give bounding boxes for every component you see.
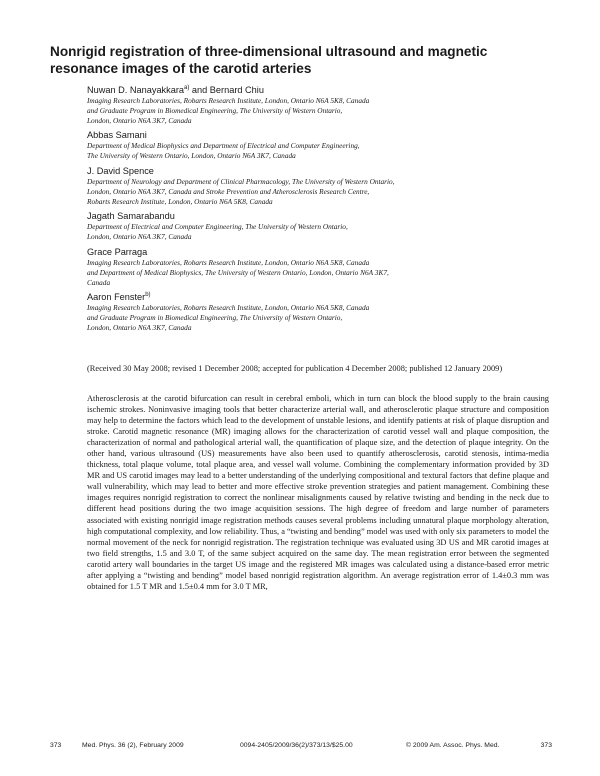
author-block — [87, 291, 557, 332]
affiliation-line: and Graduate Program in Biomedical Engineering, The University of Western Ontario, — [87, 105, 343, 115]
affiliation-line: London, Ontario N6A 3K7, Canada and Stroke Prevention and Atherosclerosis Research Centre, — [87, 186, 370, 196]
affiliation-line: London, Ontario N6A 3K7, Canada — [87, 322, 192, 332]
author-name: Jagath Samarabandu — [87, 211, 175, 222]
article-title: Nonrigid registration of three-dimensional ultrasound and magnetic resonance images of the carotid arteries — [50, 44, 488, 76]
affiliation-line: Imaging Research Laboratories, Robarts Research Institute, London, Ontario N6A 5K8, Canada — [87, 257, 370, 267]
affiliation-line: London, Ontario N6A 3K7, Canada — [87, 232, 192, 242]
author-list — [87, 84, 557, 337]
affiliation-line: The University of Western Ontario, London, Ontario N6A 3K7, Canada — [87, 151, 296, 161]
affiliation-line: and Department of Medical Biophysics, The University of Western Ontario, London, Ontario N6A 3K7, — [87, 267, 389, 277]
author-block — [87, 129, 557, 161]
author-name: Aaron Fenster$^{b)}$ — [87, 292, 151, 303]
affiliation-line: Department of Electrical and Computer Engineering, The University of Western Ontario, — [87, 222, 348, 232]
author-block — [87, 246, 557, 287]
abstract-text: Atherosclerosis at the carotid bifurcation can result in cerebral emboli, which in turn can block the blood supply to the brain causing ischemic strokes. Noninvasive imaging tools that better characterize arterial wall, and atherosclerotic plaque structure and composition may help to determine the factors which lead to the development of unstable lesions, and identify patients at risk of plaque disruption and stroke. Carotid magnetic resonance (MR) imaging allows for the characterization of carotid vessel wall and plaque composition, the characterization of normal and pathological arterial wall, the quantification of plaque size, and the detection of plaque integrity. On the other hand, various ultrasound (US) measurements have also been used to quantify atherosclerosis, carotid stenosis, intima-media thickness, total plaque volume, total plaque area, and vessel wall volume. Combining the complementary information provided by 3D MR and US carotid images may lead to a better understanding of the underlying compositional and textural factors that define plaque and wall vulnerability, which may lead to better and more effective stroke prevention strategies and patient management. Combining these images requires nonrigid registration to correct the nonlinear misalignments caused by relative twisting and bending in the neck due to different head positions during the two image acquisition sessions. The high degree of freedom and large number of parameters associated with existing nonrigid image registration methods causes several problems including unnatural plaque morphology alteration, high computational complexity, and low reliability. Thus, a “twisting and bending” model was used with only six parameters to model the normal movement of the neck for nonrigid registration. The registration technique was evaluated using 3D US and MR carotid images at two field strengths, 1.5 and 3.0 T, of the same subject acquired on the same day. The mean registration error between the segmented carotid artery wall boundaries in the target US image and the registered MR images was calculated using a distance-based error metric after applying a “twisting and bending” model based nonrigid registration algorithm. An average registration error of 1.4±0.3 mm was obtained for 1.5 T MR and 1.5±0.4 mm for 3.0 T MR, — [87, 394, 549, 591]
affiliation-line: Canada — [87, 277, 111, 287]
footer-copyright: © 2009 Am. Assoc. Phys. Med. — [406, 742, 500, 749]
footer-page-number-left: 373 — [50, 742, 62, 749]
author-block — [87, 165, 557, 206]
affiliation-line: Robarts Research Institute, London, Ontario N6A 5K8, Canada — [87, 196, 273, 206]
page-footer — [50, 740, 552, 752]
affiliation-line: Imaging Research Laboratories, Robarts Research Institute, London, Ontario N6A 5K8, Canada — [87, 303, 370, 313]
author-footnote-mark[interactable]: b) — [145, 292, 151, 299]
author-name: J. David Spence — [87, 165, 154, 176]
author-name: Grace Parraga — [87, 246, 148, 257]
received-dates: (Received 30 May 2008; revised 1 December 2008; accepted for publication 4 December 2008; published 12 January 2009) — [87, 364, 503, 373]
footer-page-number-right: 373 — [540, 742, 552, 749]
footer-journal-citation: Med. Phys. 36 (2), February 2009 — [82, 742, 184, 749]
author-footnote-mark[interactable]: a) — [184, 85, 190, 91]
author-block — [87, 84, 557, 125]
affiliation-line: London, Ontario N6A 3K7, Canada — [87, 115, 192, 125]
affiliation-line: Department of Medical Biophysics and Department of Electrical and Computer Engineering, — [87, 141, 360, 151]
footer-article-code: 0094-2405/2009/36(2)/373/13/$25.00 — [240, 742, 353, 749]
affiliation-line: Department of Neurology and Department of Clinical Pharmacology, The University of Western Ontario, — [87, 176, 395, 186]
author-name: Abbas Samani — [87, 130, 147, 141]
author-name: Nuwan D. Nanayakkara$^{a)}$ and Bernard Chiu — [87, 85, 264, 95]
affiliation-line: Imaging Research Laboratories, Robarts Research Institute, London, Ontario N6A 5K8, Canada — [87, 96, 370, 105]
author-block — [87, 210, 557, 242]
affiliation-line: and Graduate Program in Biomedical Engineering, The University of Western Ontario, — [87, 313, 343, 323]
